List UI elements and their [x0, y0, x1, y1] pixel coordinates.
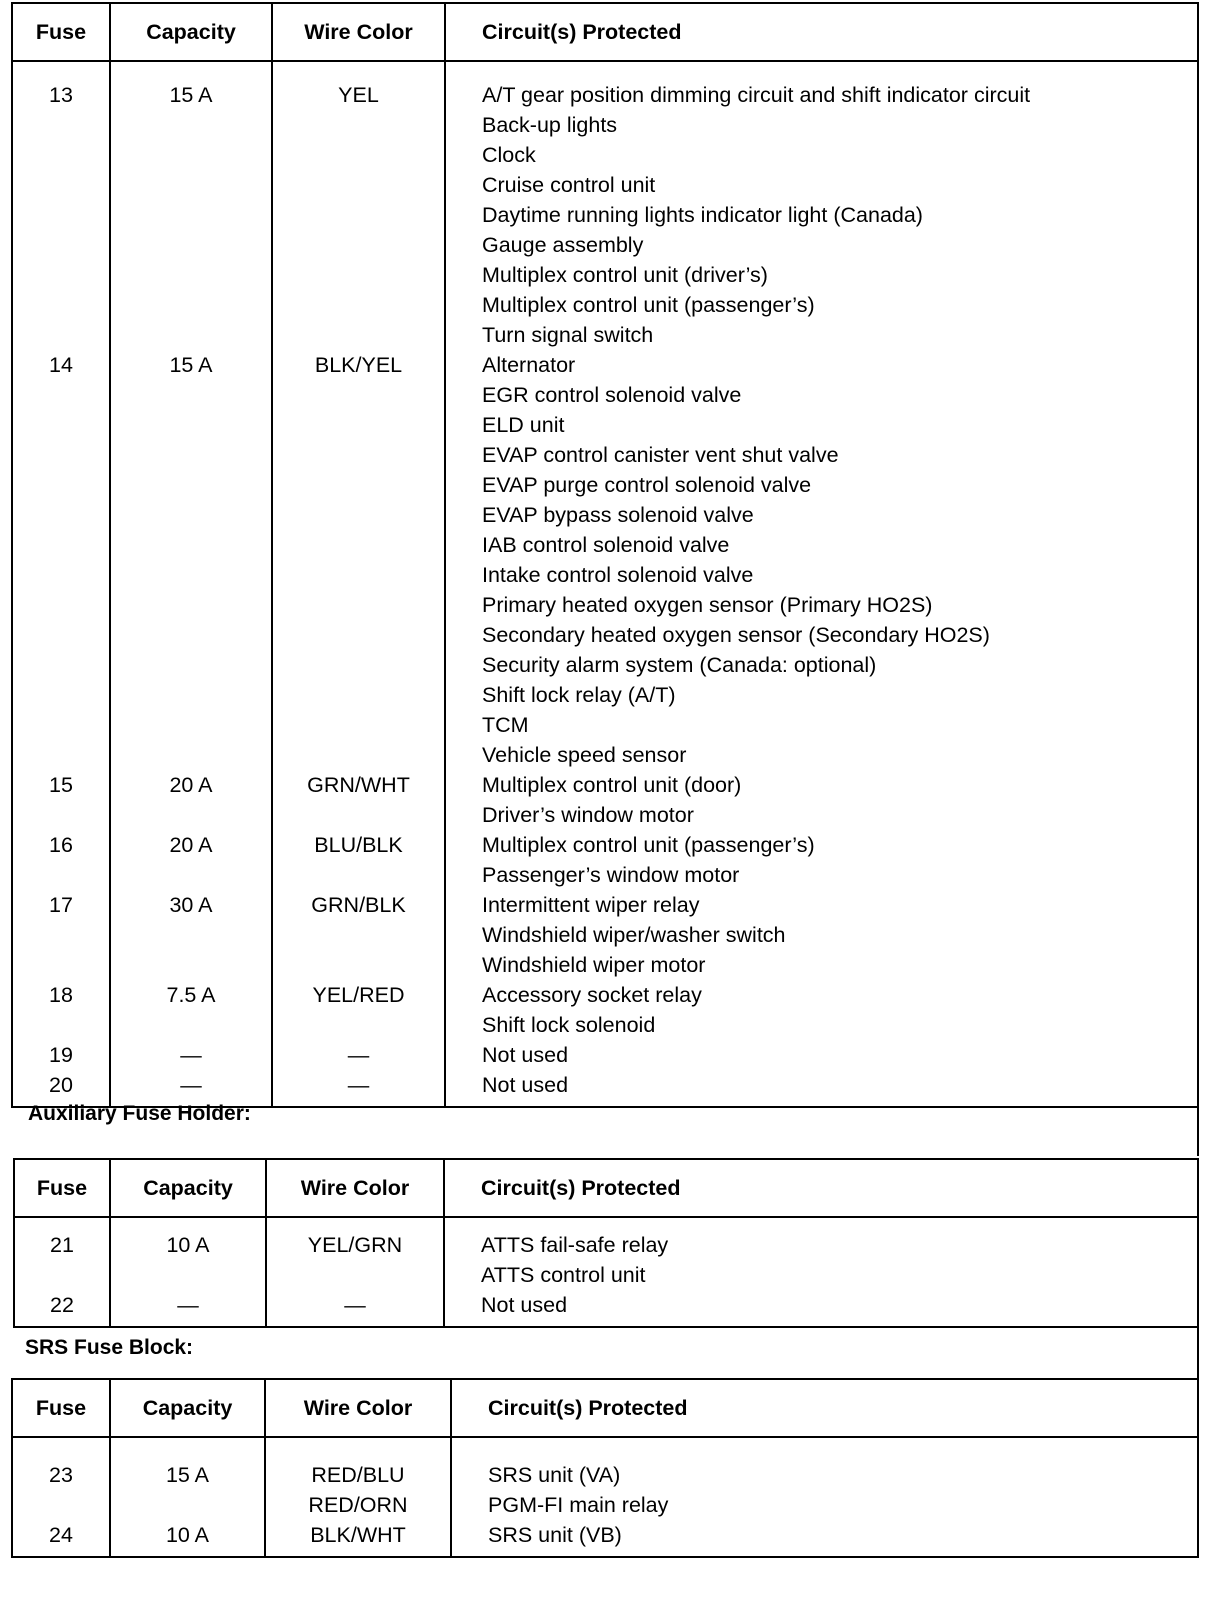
- fuse-number-cell: [14, 1260, 110, 1290]
- table-row: [12, 140, 1198, 170]
- capacity-cell: [110, 140, 272, 170]
- table-row: [14, 1260, 1198, 1290]
- fuse-header: Fuse: [12, 1379, 110, 1437]
- wire-color-cell: BLK/YEL: [272, 350, 445, 380]
- capacity-header: Capacity: [110, 1379, 265, 1437]
- wire-color-header: Wire Color: [265, 1379, 451, 1437]
- spacer-row: [12, 1437, 1198, 1460]
- wire-color-header: Wire Color: [272, 3, 445, 61]
- wire-color-header: Wire Color: [266, 1159, 444, 1217]
- fuse-number-cell: [12, 920, 110, 950]
- capacity-cell: —: [110, 1040, 272, 1070]
- circuit-cell: Not used: [444, 1290, 1198, 1320]
- table-row: [12, 1520, 1198, 1550]
- wire-color-cell: [272, 410, 445, 440]
- fuse-number-cell: [12, 470, 110, 500]
- circuit-cell: Vehicle speed sensor: [445, 740, 1198, 770]
- table-row: [12, 620, 1198, 650]
- capacity-cell: [110, 920, 272, 950]
- wire-color-cell: [272, 620, 445, 650]
- table-row: [12, 290, 1198, 320]
- circuit-cell: Clock: [445, 140, 1198, 170]
- circuit-cell: EVAP control canister vent shut valve: [445, 440, 1198, 470]
- fuse-number-cell: [12, 590, 110, 620]
- circuit-cell: EVAP bypass solenoid valve: [445, 500, 1198, 530]
- fuse-number-cell: [12, 290, 110, 320]
- table-row: [12, 740, 1198, 770]
- capacity-cell: [110, 470, 272, 500]
- capacity-header: Capacity: [110, 3, 272, 61]
- wire-color-cell: YEL/RED: [272, 980, 445, 1010]
- table-row: [12, 80, 1198, 110]
- capacity-cell: 20 A: [110, 830, 272, 860]
- capacity-cell: [110, 860, 272, 890]
- circuit-cell: IAB control solenoid valve: [445, 530, 1198, 560]
- fuse-number-cell: 15: [49, 773, 73, 797]
- capacity-cell: 15 A: [110, 1460, 265, 1490]
- wire-color-cell: [272, 260, 445, 290]
- circuit-cell: Not used: [445, 1040, 1198, 1070]
- table-row: [12, 200, 1198, 230]
- fuse-number-cell: [12, 740, 110, 770]
- circuit-header: Circuit(s) Protected: [451, 1379, 1198, 1437]
- capacity-cell: [110, 590, 272, 620]
- circuit-cell: SRS unit (VA): [451, 1460, 1198, 1490]
- capacity-cell: [110, 380, 272, 410]
- table-row: [12, 1070, 1198, 1100]
- wire-color-cell: [272, 200, 445, 230]
- fuse-number-cell: [12, 380, 110, 410]
- circuit-cell: Windshield wiper motor: [445, 950, 1198, 980]
- capacity-cell: [110, 290, 272, 320]
- fuse-number-cell: [12, 560, 110, 590]
- circuit-cell: Not used: [445, 1070, 1198, 1100]
- srs-section-title: SRS Fuse Block:: [25, 1336, 194, 1359]
- fuse-number-cell: [12, 500, 110, 530]
- fuse-number-cell: [12, 140, 110, 170]
- table-row: [12, 1490, 1198, 1520]
- fuse-header: Fuse: [12, 3, 110, 61]
- wire-color-cell: BLU/BLK: [272, 830, 445, 860]
- wire-color-cell: [272, 920, 445, 950]
- capacity-cell: [110, 740, 272, 770]
- circuit-cell: Cruise control unit: [445, 170, 1198, 200]
- circuit-cell: Multiplex control unit (passenger’s): [445, 830, 1198, 860]
- fuse-number-cell: 16: [49, 833, 73, 857]
- table-row: [12, 590, 1198, 620]
- spacer-row: [14, 1320, 1198, 1327]
- srs-section-rule: [1197, 1318, 1199, 1378]
- circuit-cell: Multiplex control unit (passenger’s): [445, 290, 1198, 320]
- table-row: [12, 650, 1198, 680]
- circuit-cell: Accessory socket relay: [445, 980, 1198, 1010]
- capacity-cell: —: [110, 1290, 266, 1320]
- circuit-header: Circuit(s) Protected: [444, 1159, 1198, 1217]
- capacity-header: Capacity: [110, 1159, 266, 1217]
- wire-color-cell: [272, 500, 445, 530]
- circuit-cell: EVAP purge control solenoid valve: [445, 470, 1198, 500]
- wire-color-cell: [272, 680, 445, 710]
- aux-section-rule: [1197, 1108, 1199, 1156]
- capacity-cell: [110, 530, 272, 560]
- table-row: [12, 980, 1198, 1010]
- table-row: [12, 950, 1198, 980]
- circuit-cell: PGM-FI main relay: [451, 1490, 1198, 1520]
- fuse-number-cell: [12, 530, 110, 560]
- circuit-cell: Multiplex control unit (driver’s): [445, 260, 1198, 290]
- capacity-cell: [110, 230, 272, 260]
- capacity-cell: [110, 800, 272, 830]
- aux-fuse-table: [13, 1158, 1199, 1328]
- table-row: [12, 440, 1198, 470]
- fuse-number-cell: [12, 410, 110, 440]
- table-row: [12, 860, 1198, 890]
- wire-color-cell: [272, 950, 445, 980]
- fuse-number-cell: [12, 710, 110, 740]
- table-row: [12, 680, 1198, 710]
- wire-color-cell: [272, 470, 445, 500]
- capacity-cell: [110, 440, 272, 470]
- wire-color-cell: [272, 380, 445, 410]
- srs-fuse-table: [11, 1378, 1199, 1558]
- fuse-number-cell: [12, 200, 110, 230]
- fuse-number-cell: [12, 950, 110, 980]
- spacer-row: [12, 61, 1198, 80]
- capacity-cell: [110, 1260, 266, 1290]
- fuse-number-cell: [12, 260, 110, 290]
- wire-color-cell: [266, 1260, 444, 1290]
- wire-color-cell: [272, 1010, 445, 1040]
- table-row: [12, 1040, 1198, 1070]
- table-row: [12, 920, 1198, 950]
- wire-color-cell: [272, 170, 445, 200]
- wire-color-cell: GRN/WHT: [272, 770, 445, 800]
- fuse-number-cell: [12, 800, 110, 830]
- fuse-number-cell: [12, 860, 110, 890]
- circuit-cell: Primary heated oxygen sensor (Primary HO2S): [445, 590, 1198, 620]
- wire-color-cell: YEL/GRN: [266, 1230, 444, 1260]
- circuit-cell: Shift lock relay (A/T): [445, 680, 1198, 710]
- wire-color-cell: —: [272, 1070, 445, 1100]
- main-fuse-table: [11, 2, 1199, 1108]
- circuit-cell: Security alarm system (Canada: optional): [445, 650, 1198, 680]
- capacity-cell: —: [110, 1070, 272, 1100]
- table-row: [12, 470, 1198, 500]
- table-row: [12, 890, 1198, 920]
- table-row: [14, 1290, 1198, 1320]
- fuse-number-cell: 24: [49, 1523, 73, 1547]
- table-header-row: [12, 3, 1198, 61]
- table-row: [12, 500, 1198, 530]
- wire-color-cell: [272, 320, 445, 350]
- aux-section-title: Auxiliary Fuse Holder:: [28, 1102, 251, 1125]
- circuit-cell: ATTS control unit: [444, 1260, 1198, 1290]
- fuse-number-cell: 17: [49, 893, 73, 917]
- table-row: [12, 230, 1198, 260]
- circuit-cell: ELD unit: [445, 410, 1198, 440]
- fuse-number-cell: 19: [49, 1043, 73, 1067]
- table-row: [12, 410, 1198, 440]
- table-header-row: [14, 1159, 1198, 1217]
- capacity-cell: [110, 500, 272, 530]
- capacity-cell: [110, 710, 272, 740]
- fuse-number-cell: 13: [49, 83, 73, 107]
- table-row: [14, 1230, 1198, 1260]
- capacity-cell: [110, 320, 272, 350]
- spacer-row: [12, 1550, 1198, 1557]
- fuse-number-cell: [12, 320, 110, 350]
- fuse-number-cell: [12, 440, 110, 470]
- wire-color-cell: RED/BLU: [265, 1460, 451, 1490]
- wire-color-cell: [272, 650, 445, 680]
- capacity-cell: 15 A: [110, 350, 272, 380]
- circuit-cell: Back-up lights: [445, 110, 1198, 140]
- wire-color-cell: GRN/BLK: [272, 890, 445, 920]
- circuit-cell: Windshield wiper/washer switch: [445, 920, 1198, 950]
- table-row: [12, 560, 1198, 590]
- table-row: [12, 830, 1198, 860]
- table-row: [12, 380, 1198, 410]
- table-row: [12, 800, 1198, 830]
- capacity-cell: [110, 950, 272, 980]
- capacity-cell: [110, 200, 272, 230]
- capacity-cell: 30 A: [110, 890, 272, 920]
- capacity-cell: 7.5 A: [110, 980, 272, 1010]
- fuse-number-cell: 14: [49, 353, 73, 377]
- fuse-number-cell: [12, 650, 110, 680]
- circuit-cell: Daytime running lights indicator light (Canada): [445, 200, 1198, 230]
- wire-color-cell: [272, 740, 445, 770]
- table-row: [12, 260, 1198, 290]
- wire-color-cell: RED/ORN: [265, 1490, 451, 1520]
- wire-color-cell: [272, 290, 445, 320]
- fuse-number-cell: [12, 110, 110, 140]
- circuit-cell: Secondary heated oxygen sensor (Secondary HO2S): [445, 620, 1198, 650]
- wire-color-cell: BLK/WHT: [265, 1520, 451, 1550]
- capacity-cell: [110, 650, 272, 680]
- fuse-number-cell: [12, 1490, 110, 1520]
- capacity-cell: 10 A: [110, 1230, 266, 1260]
- fuse-number-cell: [12, 230, 110, 260]
- circuit-cell: Driver’s window motor: [445, 800, 1198, 830]
- capacity-cell: [110, 680, 272, 710]
- table-row: [12, 350, 1198, 380]
- circuit-cell: A/T gear position dimming circuit and shift indicator circuit: [445, 80, 1198, 110]
- capacity-cell: [110, 1490, 265, 1520]
- fuse-number-cell: 22: [50, 1293, 74, 1317]
- capacity-cell: [110, 1010, 272, 1040]
- circuit-cell: Alternator: [445, 350, 1198, 380]
- circuit-cell: SRS unit (VB): [451, 1520, 1198, 1550]
- capacity-cell: [110, 170, 272, 200]
- fuse-number-cell: [12, 170, 110, 200]
- fuse-number-cell: 23: [49, 1463, 73, 1487]
- circuit-cell: Intake control solenoid valve: [445, 560, 1198, 590]
- spacer-row: [14, 1217, 1198, 1230]
- wire-color-cell: [272, 590, 445, 620]
- wire-color-cell: [272, 800, 445, 830]
- wire-color-cell: [272, 530, 445, 560]
- fuse-number-cell: [12, 1010, 110, 1040]
- circuit-cell: Gauge assembly: [445, 230, 1198, 260]
- circuit-cell: ATTS fail-safe relay: [444, 1230, 1198, 1260]
- table-row: [12, 110, 1198, 140]
- capacity-cell: 20 A: [110, 770, 272, 800]
- wire-color-cell: —: [266, 1290, 444, 1320]
- capacity-cell: [110, 110, 272, 140]
- wire-color-cell: [272, 110, 445, 140]
- fuse-number-cell: 18: [49, 983, 73, 1007]
- circuit-cell: Shift lock solenoid: [445, 1010, 1198, 1040]
- fuse-number-cell: 21: [50, 1233, 74, 1257]
- table-row: [12, 770, 1198, 800]
- capacity-cell: 10 A: [110, 1520, 265, 1550]
- fuse-number-cell: [12, 680, 110, 710]
- table-row: [12, 320, 1198, 350]
- fuse-number-cell: [12, 620, 110, 650]
- table-row: [12, 1010, 1198, 1040]
- circuit-cell: TCM: [445, 710, 1198, 740]
- capacity-cell: [110, 410, 272, 440]
- wire-color-cell: [272, 710, 445, 740]
- circuit-cell: Intermittent wiper relay: [445, 890, 1198, 920]
- wire-color-cell: [272, 440, 445, 470]
- capacity-cell: [110, 560, 272, 590]
- fuse-number-cell: 20: [49, 1073, 73, 1097]
- capacity-cell: [110, 260, 272, 290]
- wire-color-cell: [272, 140, 445, 170]
- circuit-cell: EGR control solenoid valve: [445, 380, 1198, 410]
- wire-color-cell: [272, 560, 445, 590]
- table-row: [12, 710, 1198, 740]
- fuse-header: Fuse: [14, 1159, 110, 1217]
- table-header-row: [12, 1379, 1198, 1437]
- capacity-cell: 15 A: [110, 80, 272, 110]
- capacity-cell: [110, 620, 272, 650]
- wire-color-cell: [272, 860, 445, 890]
- table-row: [12, 530, 1198, 560]
- wire-color-cell: —: [272, 1040, 445, 1070]
- table-row: [12, 1460, 1198, 1490]
- wire-color-cell: YEL: [272, 80, 445, 110]
- circuit-cell: Passenger’s window motor: [445, 860, 1198, 890]
- circuit-cell: Multiplex control unit (door): [445, 770, 1198, 800]
- wire-color-cell: [272, 230, 445, 260]
- table-row: [12, 170, 1198, 200]
- circuit-cell: Turn signal switch: [445, 320, 1198, 350]
- circuit-header: Circuit(s) Protected: [445, 3, 1198, 61]
